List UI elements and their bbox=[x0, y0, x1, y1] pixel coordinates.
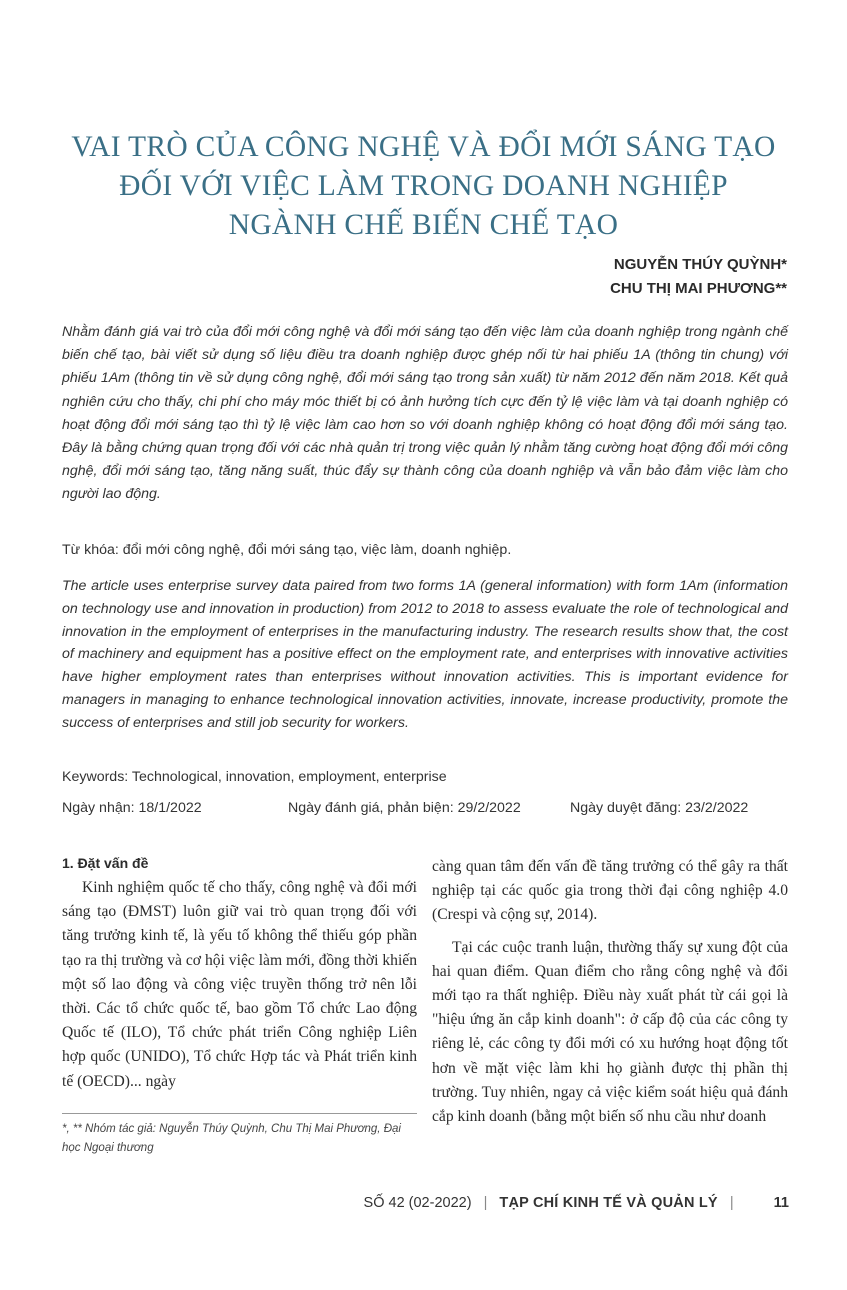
issue-label: SỐ 42 (02-2022) bbox=[363, 1195, 472, 1211]
keywords-vietnamese: Từ khóa: đổi mới công nghệ, đổi mới sáng tạo, việc làm, doanh nghiệp. bbox=[62, 542, 512, 558]
body-paragraph: Tại các cuộc tranh luận, thường thấy sự xung đột của hai quan điểm. Quan điểm cho rằng công nghệ và đổi mới tạo ra thất nghiệp. Điều này xuất phát từ cái gọi là "hiệu ứng ăn cắp kinh doanh": ở cấp độ của các công ty riêng lẻ, các công ty đổi mới có xu hướng hoạt động tốt hơn về mặt việc làm khi họ giành được thị phần thị trường. Tuy nhiên, ngay cả việc kiểm soát hiệu quả đánh cắp kinh doanh (bằng một biến số nhu cầu như doanh bbox=[432, 938, 788, 1126]
title-line-1: VAI TRÒ CỦA CÔNG NGHỆ VÀ ĐỔI MỚI SÁNG TẠO bbox=[71, 131, 776, 163]
body-paragraph-continued: càng quan tâm đến vấn đề tăng trưởng có thể gây ra thất nghiệp tại các quốc gia trong thời đại công nghiệp 4.0 (Crespi và cộng sự, 2014). bbox=[432, 858, 788, 924]
body-column-left bbox=[62, 852, 417, 1094]
author-2: CHU THỊ MAI PHƯƠNG** bbox=[610, 280, 787, 297]
title-line-2: ĐỐI VỚI VIỆC LÀM TRONG DOANH NGHIỆP bbox=[119, 170, 728, 202]
footer-separator: | bbox=[483, 1195, 488, 1211]
journal-name: TẠP CHÍ KINH TẾ VÀ QUẢN LÝ bbox=[499, 1195, 718, 1211]
abstract-vietnamese: Nhằm đánh giá vai trò của đổi mới công nghệ và đổi mới sáng tạo đến việc làm của doanh nghiệp trong ngành chế biến chế tạo, bài viết sử dụng số liệu điều tra doanh nghiệp được ghép nối từ hai phiếu 1A (thông tin chung) với phiếu 1Am (thông tin về sử dụng công nghệ, đổi mới sáng tạo trong sản xuất) từ năm 2012 đến năm 2018. Kết quả nghiên cứu cho thấy, chi phí cho máy móc thiết bị có ảnh hưởng tích cực đến tỷ lệ việc làm và tại doanh nghiệp có hoạt động đổi mới sáng tạo thì tỷ lệ việc làm cao hơn so với doanh nghiệp không có hoạt động đổi mới sáng tạo. Đây là bằng chứng quan trọng đối với các nhà quản trị trong việc quản lý nhằm tăng cường hoạt động đổi mới công nghệ, đổi mới sáng tạo, tăng năng suất, thúc đẩy sự thành công của doanh nghiệp và vẫn bảo đảm việc làm cho người lao động. bbox=[62, 324, 788, 503]
section-heading: 1. Đặt vấn đề bbox=[62, 855, 149, 871]
date-reviewed: Ngày đánh giá, phản biện: 29/2/2022 bbox=[288, 800, 521, 816]
body-column-right bbox=[432, 855, 788, 1129]
abstract-english: The article uses enterprise survey data paired from two forms 1A (general information) with form 1Am (information on technology use and innovation in production) from 2012 to 2018 to assess evaluate the role of technological and innovation in the employment of enterprises in the manufacturing industry. The research results show that, the cost of machinery and equipment has a positive effect on the employment rate, and enterprises with innovative activities have higher employment rates than enterprises without innovation activities. This is important evidence for managers in managing to enhance technological innovation activities, innovate, increase productivity, promote the success of enterprises and still job security for workers. bbox=[62, 578, 788, 731]
date-approved: Ngày duyệt đăng: 23/2/2022 bbox=[570, 800, 749, 816]
author-list bbox=[610, 253, 787, 301]
footer-separator-2: | bbox=[729, 1195, 734, 1211]
title-line-3: NGÀNH CHẾ BIẾN CHẾ TẠO bbox=[228, 209, 619, 241]
date-received: Ngày nhận: 18/1/2022 bbox=[62, 800, 202, 816]
page-footer bbox=[364, 1195, 789, 1211]
article-dates bbox=[62, 800, 788, 824]
article-title bbox=[40, 128, 807, 245]
page-number: 11 bbox=[773, 1195, 789, 1211]
keywords-english: Keywords: Technological, innovation, employment, enterprise bbox=[62, 769, 447, 785]
author-1: NGUYỄN THÚY QUỲNH* bbox=[613, 256, 787, 273]
body-paragraph: Kinh nghiệm quốc tế cho thấy, công nghệ và đổi mới sáng tạo (ĐMST) luôn giữ vai trò quan trọng đối với tăng trưởng kinh tế, là yếu tố không thể thiếu góp phần tạo ra thị trường và cơ hội việc làm mới, đồng thời khiến một số lao động và công việc truyền thống trở nên lỗi thời. Các tổ chức quốc tế, bao gồm Tổ chức Lao động Quốc tế (ILO), Tổ chức phát triển Công nghiệp Liên hợp quốc (UNIDO), Tổ chức Hợp tác và Phát triển kinh tế (OECD)... ngày bbox=[62, 879, 417, 1090]
author-footnote: *, ** Nhóm tác giả: Nguyễn Thúy Quỳnh, Chu Thị Mai Phương, Đại học Ngoại thương bbox=[62, 1113, 417, 1158]
